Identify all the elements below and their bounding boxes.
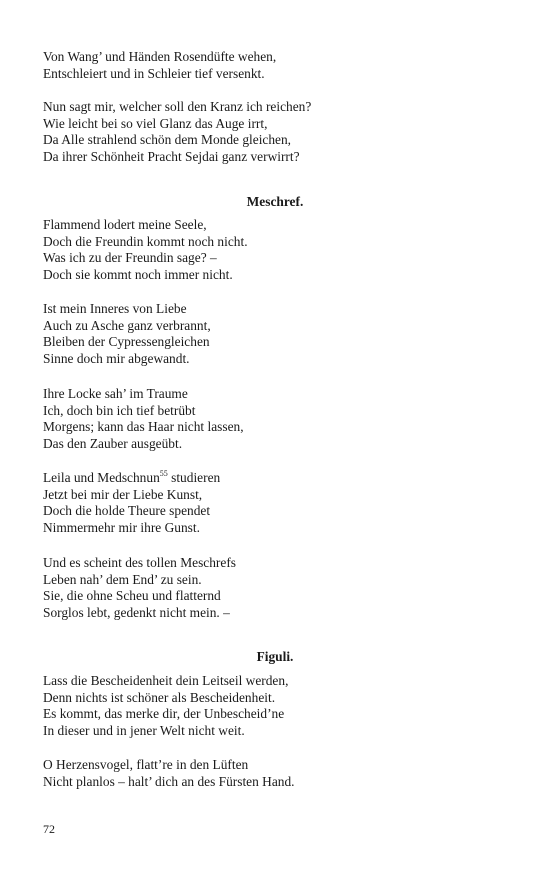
poem-line: Auch zu Asche ganz verbrannt,	[43, 317, 211, 333]
poem-line: Es kommt, das merke dir, der Unbescheid’ne	[43, 706, 285, 722]
page-number: 72	[43, 822, 55, 836]
poem-line: Lass die Bescheidenheit dein Leitseil werden,	[43, 673, 289, 688]
poem-line: Da Alle strahlend schön dem Monde gleichen,	[43, 132, 292, 148]
poem-line: Da ihrer Schönheit Pracht Sejdai ganz verwirrt?	[43, 149, 300, 165]
poem-line: Ihre Locke sah’ im Traume	[43, 386, 188, 401]
poem-line: Doch die holde Theure spendet	[43, 503, 211, 519]
poem-line: Doch sie kommt noch immer nicht.	[43, 267, 233, 283]
stanza-top-1	[43, 49, 503, 82]
poem-line: Sorglos lebt, gedenkt nicht mein. –	[43, 605, 230, 621]
footnote-mark[interactable]: 55	[159, 469, 168, 478]
meschref-stanza-1	[43, 217, 503, 284]
meschref-stanza-5	[43, 555, 503, 622]
figuli-stanza-2	[43, 757, 503, 790]
poem-line-with-footnote	[43, 470, 503, 487]
poem-line: Doch die Freundin kommt noch nicht.	[43, 233, 248, 249]
poem-line: Leben nah’ dem End’ zu sein.	[43, 571, 202, 587]
poem-line: Morgens; kann das Haar nicht lassen,	[43, 419, 244, 435]
poem-line: O Herzensvogel, flatt’re in den Lüften	[43, 757, 249, 772]
poem-line: Jetzt bei mir der Liebe Kunst,	[43, 486, 203, 502]
poem-line: In dieser und in jener Welt nicht weit.	[43, 723, 245, 739]
poem-line: Und es scheint des tollen Meschrefs	[43, 555, 237, 570]
poem-line: Von Wang’ und Händen Rosendüfte wehen,	[43, 49, 277, 64]
section-title-figuli: Figuli.	[256, 649, 294, 664]
poem-line: Denn nichts ist schöner als Bescheidenheit.	[43, 689, 276, 705]
poem-line: Nun sagt mir, welcher soll den Kranz ich reichen?	[43, 99, 312, 114]
poem-line-text: studieren	[167, 470, 221, 485]
poem-line: Das den Zauber ausgeübt.	[43, 436, 183, 452]
poem-line: Sinne doch mir abgewandt.	[43, 351, 190, 367]
poem-line: Entschleiert und in Schleier tief versenkt.	[43, 65, 265, 81]
poem-line: Wie leicht bei so viel Glanz das Auge irrt,	[43, 115, 268, 131]
meschref-stanza-4	[43, 470, 503, 537]
poem-line: Sie, die ohne Scheu und flatternd	[43, 588, 221, 604]
meschref-stanza-2	[43, 301, 503, 368]
poem-line: Nicht planlos – halt’ dich an des Fürsten Hand.	[43, 773, 295, 789]
poem-line-text: Leila und Medschnun	[43, 470, 160, 485]
poem-line: Ich, doch bin ich tief betrübt	[43, 402, 196, 418]
stanza-top-2	[43, 99, 503, 166]
poem-line: Bleiben der Cypressengleichen	[43, 334, 210, 350]
meschref-stanza-3	[43, 386, 503, 453]
poem-line: Was ich zu der Freundin sage? –	[43, 250, 217, 266]
poem-line: Nimmermehr mir ihre Gunst.	[43, 520, 200, 536]
section-title-meschref: Meschref.	[246, 194, 304, 209]
poem-line: Ist mein Inneres von Liebe	[43, 301, 187, 316]
figuli-stanza-1	[43, 673, 503, 740]
poem-line: Flammend lodert meine Seele,	[43, 217, 207, 232]
